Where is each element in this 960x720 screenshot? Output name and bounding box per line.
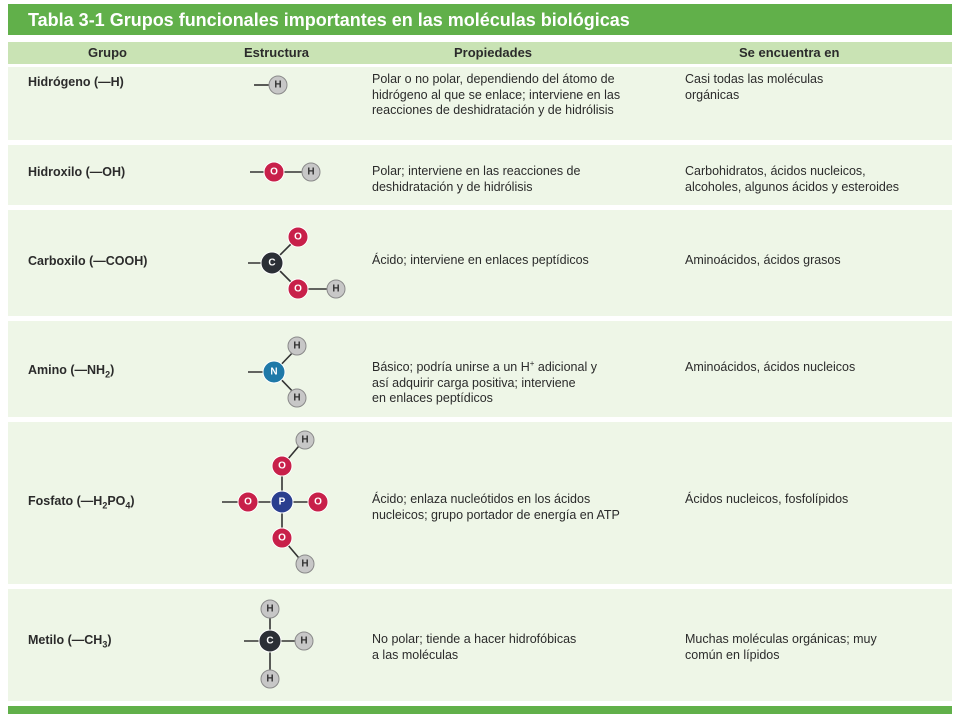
properties-line: en enlaces peptídicos [372, 391, 493, 405]
found-in-text [685, 492, 950, 508]
table-row-amino [8, 321, 952, 417]
group-name: Hidroxilo (—OH) [28, 165, 126, 179]
header-found-in: Se encuentra en [739, 45, 840, 60]
found-in-line: Aminoácidos, ácidos nucleicos [685, 360, 856, 374]
atom-label: O [270, 166, 278, 178]
header-structure: Estructura [244, 45, 310, 60]
found-in-line: Ácidos nucleicos, fosfolípidos [685, 492, 849, 506]
header-group: Grupo [88, 45, 127, 60]
properties-line: así adquirir carga positiva; interviene [372, 375, 576, 390]
atom-label: H [300, 635, 308, 647]
atom-label: H [274, 79, 282, 91]
properties-line: nucleicos; grupo portador de energía en ATP [372, 507, 620, 522]
hydrogen-structure [8, 67, 358, 140]
amino-structure [8, 321, 358, 417]
group-name: Metilo $(—CH_3)$ [28, 633, 112, 650]
properties-line: Ácido; interviene en enlaces peptídicos [372, 253, 589, 267]
table-row-hydrogen [8, 67, 952, 140]
atom-label: O [244, 496, 252, 508]
properties-text [372, 632, 677, 663]
atom-label: N [270, 366, 278, 378]
atom-label: H [266, 673, 274, 685]
table-row-methyl [8, 589, 952, 701]
group-name: Fosfato $(—H_2PO_4)$ [28, 494, 135, 511]
atom-label: O [278, 532, 286, 544]
phosphate-structure [8, 422, 358, 584]
found-in-line: Aminoácidos, ácidos grasos [685, 253, 841, 267]
table-title-bar [8, 4, 952, 35]
found-in-line: Muchas moléculas orgánicas; muy [685, 632, 877, 646]
atom-label: P [278, 496, 286, 508]
found-in-line: alcoholes, algunos ácidos y esteroides [685, 179, 900, 194]
hydroxyl-structure [8, 145, 358, 205]
found-in-line: Casi todas las moléculas [685, 72, 824, 86]
found-in-line: común en lípidos [685, 647, 780, 662]
atom-label: C [268, 257, 276, 269]
properties-line: Básico; podría unirse a un H+ adicional y [372, 358, 597, 374]
properties-line: Ácido; enlaza nucleótidos en los ácidos [372, 492, 591, 506]
properties-line: deshidratación y de hidrólisis [372, 179, 533, 194]
table-row-carboxyl [8, 210, 952, 316]
properties-line: hidrógeno al que se enlace; interviene en las [372, 87, 621, 102]
properties-line: a las moléculas [372, 647, 459, 662]
found-in-line: orgánicas [685, 87, 740, 102]
atom-label: H [301, 434, 309, 446]
properties-line: Polar; interviene en las reacciones de [372, 164, 581, 178]
atom-label: O [278, 460, 286, 472]
atom-label: O [314, 496, 322, 508]
properties-text [372, 253, 677, 269]
atom-label: C [266, 635, 274, 647]
properties-line: No polar; tiende a hacer hidrofóbicas [372, 632, 577, 646]
group-name: Carboxilo (—COOH) [28, 254, 148, 268]
properties-text [372, 360, 677, 407]
found-in-text [685, 360, 950, 376]
properties-line: Polar o no polar, dependiendo del átomo de [372, 72, 615, 86]
methyl-structure [8, 589, 358, 701]
properties-text [372, 164, 677, 195]
found-in-line: Carbohidratos, ácidos nucleicos, [685, 164, 866, 178]
properties-text [372, 72, 677, 119]
atom-label: H [301, 558, 309, 570]
found-in-text [685, 253, 950, 269]
atom-label: H [266, 603, 274, 615]
atom-label: H [332, 283, 340, 295]
table-title: Tabla 3-1 Grupos funcionales importantes en las moléculas biológicas [28, 10, 630, 30]
group-name: Hidrógeno (—H) [28, 75, 124, 89]
group-name: Amino $(—NH_2)$ [28, 363, 115, 380]
bottom-rule [8, 706, 952, 714]
header-properties: Propiedades [454, 45, 533, 60]
properties-line: reacciones de deshidratación y de hidrólisis [372, 103, 614, 117]
table-row-phosphate [8, 422, 952, 584]
table-header [8, 42, 952, 64]
atom-label: H [307, 166, 315, 178]
atom-label: O [294, 283, 302, 295]
atom-label: H [293, 340, 301, 352]
table-row-hydroxyl [8, 145, 952, 205]
found-in-text [685, 164, 950, 195]
found-in-text [685, 632, 950, 663]
found-in-text [685, 72, 950, 103]
properties-text [372, 492, 677, 523]
atom-label: O [294, 231, 302, 243]
carboxyl-structure [8, 210, 358, 316]
atom-label: H [293, 392, 301, 404]
